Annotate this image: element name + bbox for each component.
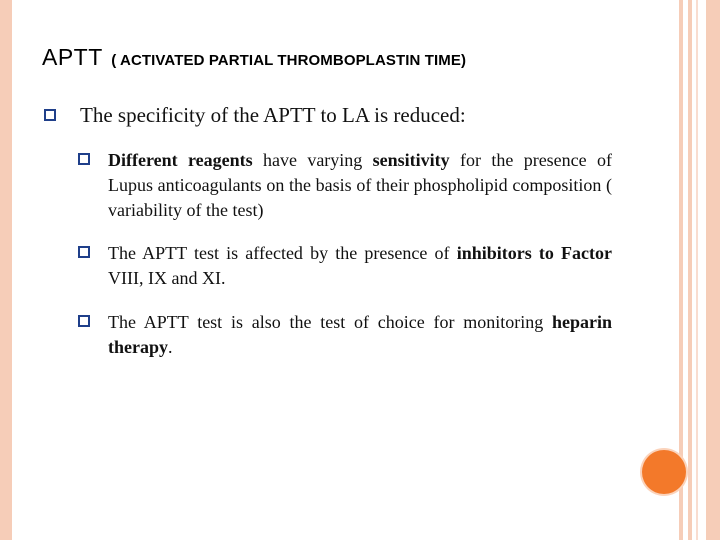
square-bullet-icon — [78, 153, 92, 167]
title-sub: ( ACTIVATED PARTIAL THROMBOPLASTIN TIME) — [111, 52, 467, 69]
text-bold: inhibitors to Factor — [456, 243, 612, 263]
slide-title — [42, 44, 466, 71]
sub-bullet-1 — [108, 148, 612, 223]
text-bold: sensitivity — [372, 150, 450, 170]
text: have varying — [252, 150, 373, 170]
sub-bullet-3 — [108, 310, 612, 360]
bullet-level1-text: The specificity of the APTT to LA is reduced: — [80, 103, 466, 127]
text-bold: Different reagents — [108, 150, 253, 170]
right-border-stripe — [688, 0, 692, 540]
sub-bullet-2 — [108, 241, 612, 291]
text-bold: heparin therapy — [108, 312, 612, 357]
text: The APTT test is also the test of choice for monitoring — [108, 312, 552, 332]
square-bullet-icon — [78, 246, 92, 260]
orange-circle-decoration — [642, 450, 686, 494]
right-border-stripe — [696, 0, 698, 540]
square-bullet-icon — [78, 315, 92, 329]
title-main: APTT — [42, 44, 103, 70]
text: VIII, IX and XI. — [108, 268, 226, 288]
square-bullet-icon — [44, 109, 58, 123]
right-border-band — [706, 0, 720, 540]
text: The APTT test is affected by the presence of — [108, 243, 457, 263]
left-border-band — [0, 0, 12, 540]
text: . — [168, 337, 173, 357]
text: for the presence of Lupus anticoagulants on the basis of their phospholipid composition ( variability of the test) — [108, 150, 612, 220]
